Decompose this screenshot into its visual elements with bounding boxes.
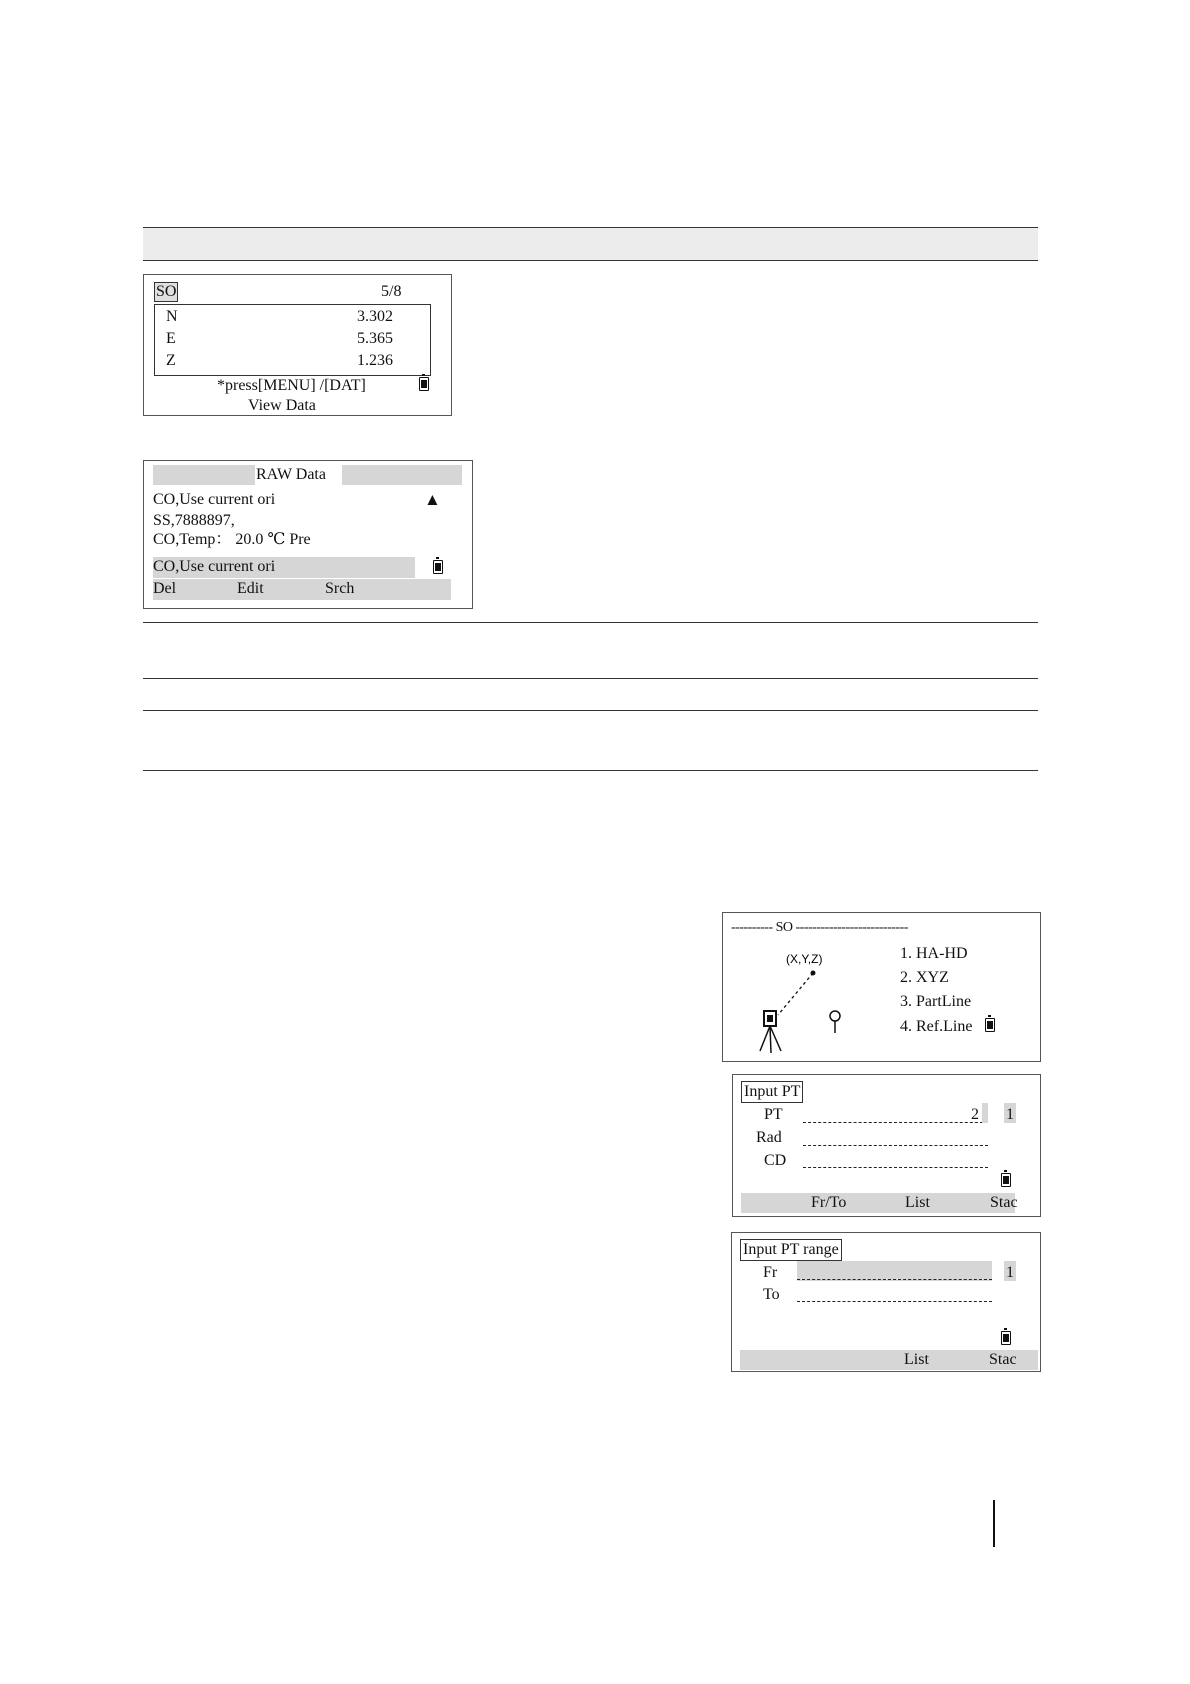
field-label-to: To — [763, 1286, 780, 1303]
cd-input[interactable] — [803, 1167, 988, 1168]
diagram-point-label: (X,Y,Z) — [786, 952, 823, 966]
field-label-cd: CD — [764, 1152, 787, 1169]
input-pt-screen — [732, 1074, 1041, 1217]
coordinate-box — [154, 304, 431, 376]
softkey-srch[interactable]: Srch — [325, 580, 355, 597]
hint-text: *press[MENU] /[DAT] — [217, 377, 366, 394]
softkey-del[interactable]: Del — [153, 580, 177, 597]
battery-icon — [1001, 1173, 1011, 1187]
field-label-pt: PT — [764, 1106, 783, 1123]
softkey-list[interactable]: List — [904, 1351, 929, 1368]
to-input[interactable] — [797, 1301, 992, 1302]
menu-item[interactable]: 2. XYZ — [900, 969, 949, 986]
battery-icon — [433, 560, 443, 574]
menu-item[interactable]: 1. HA-HD — [900, 945, 968, 962]
divider — [143, 678, 1038, 679]
softkey-bar — [741, 1193, 1018, 1213]
coord-label-e: E — [166, 330, 176, 347]
softkey-bar — [740, 1350, 1038, 1370]
selected-record[interactable] — [153, 557, 415, 578]
rad-input[interactable] — [803, 1145, 988, 1146]
menu-item[interactable]: 3. PartLine — [900, 993, 972, 1010]
so-menu-screen — [722, 912, 1041, 1062]
title-bar-right — [342, 465, 462, 485]
input-mode-value: 1 — [1006, 1106, 1014, 1123]
record-line[interactable]: SS,7888897, — [153, 512, 235, 529]
softkey-stac[interactable]: Stac — [990, 1194, 1018, 1211]
page-indicator: 5/8 — [381, 283, 402, 300]
cursor — [982, 1103, 988, 1123]
screen-title: Input PT range — [740, 1239, 842, 1261]
record-line[interactable]: CO,Temp： 20.0 ℃ Pre — [153, 531, 311, 548]
softkey-list[interactable]: List — [905, 1194, 930, 1211]
divider — [143, 710, 1038, 711]
title-bar-left — [153, 465, 255, 485]
screen-title: SO — [156, 283, 177, 300]
record-line[interactable]: CO,Use current ori — [153, 491, 276, 508]
screen-title: RAW Data — [256, 466, 326, 483]
table-header-band — [143, 227, 1038, 261]
selected-record-text: CO,Use current ori — [153, 558, 276, 575]
stakeout-diagram-icon — [723, 943, 873, 1061]
coord-label-z: Z — [166, 352, 176, 369]
battery-icon — [1001, 1331, 1011, 1345]
softkey-stac[interactable]: Stac — [989, 1351, 1017, 1368]
coord-label-n: N — [166, 308, 178, 325]
softkey-edit[interactable]: Edit — [237, 580, 264, 597]
battery-icon — [985, 1018, 995, 1032]
divider — [143, 622, 1038, 623]
field-label-fr: Fr — [763, 1264, 778, 1281]
coord-value-e: 5.365 — [357, 330, 393, 347]
divider — [143, 770, 1038, 771]
fr-input[interactable] — [797, 1279, 992, 1280]
pt-input[interactable] — [803, 1122, 988, 1123]
page-marker — [993, 1500, 995, 1547]
softkey-bar — [153, 579, 451, 600]
coord-value-z: 1.236 — [357, 352, 393, 369]
battery-icon — [419, 377, 429, 391]
screen-title: Input PT — [741, 1081, 803, 1103]
screen-title: ---------- SO --------------------------- — [731, 920, 908, 935]
pt-value: 2 — [971, 1106, 979, 1123]
input-pt-range-screen — [731, 1232, 1041, 1372]
view-data-label[interactable]: View Data — [248, 397, 316, 414]
raw-data-screen — [143, 460, 473, 609]
menu-item[interactable]: 4. Ref.Line — [900, 1018, 973, 1035]
so-coordinates-screen — [143, 274, 452, 416]
input-mode-value: 1 — [1006, 1264, 1014, 1281]
softkey-fr-to[interactable]: Fr/To — [811, 1194, 847, 1211]
field-label-rad: Rad — [756, 1129, 782, 1146]
fr-field-highlight — [797, 1261, 992, 1281]
scroll-up-icon[interactable]: ▲ — [424, 490, 441, 509]
coord-value-n: 3.302 — [357, 308, 393, 325]
